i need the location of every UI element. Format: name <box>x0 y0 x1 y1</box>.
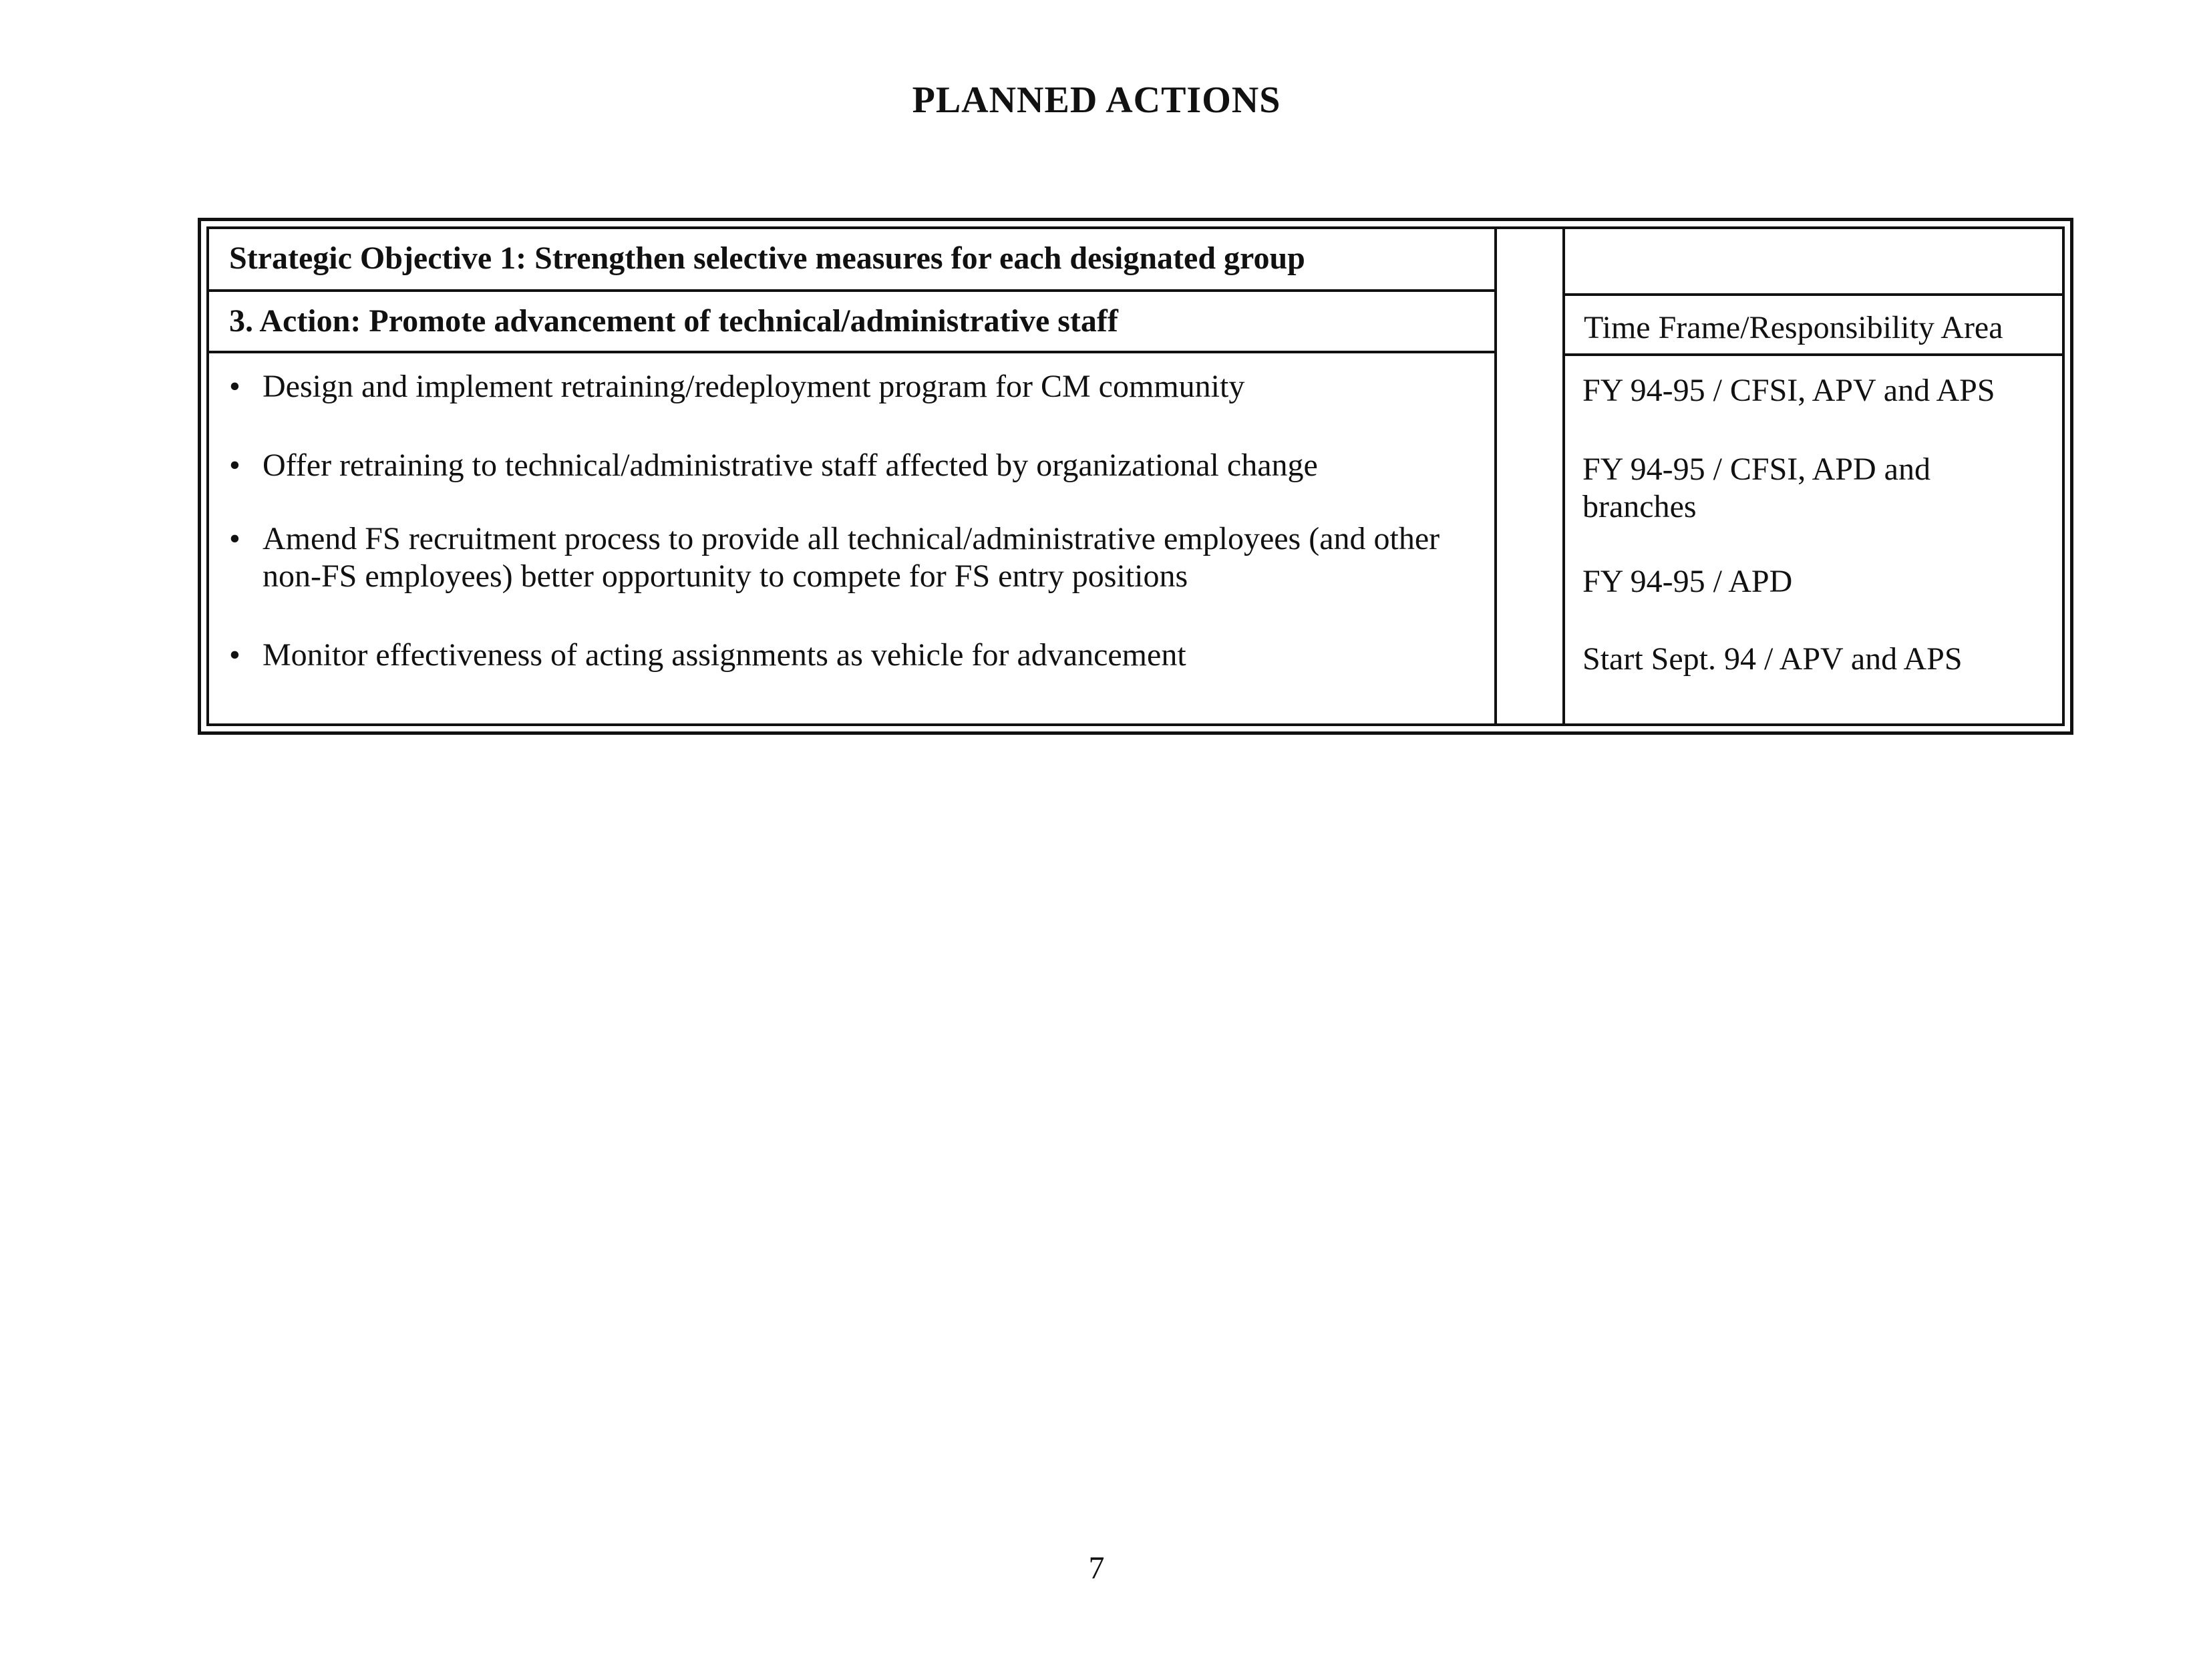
bullet-icon: • <box>229 448 240 483</box>
action-item-text: Amend FS recruitment process to provide all technical/administrative employees (and other non-FS employees) better opportunity to compete for FS entry positions <box>263 521 1440 594</box>
page-title: PLANNED ACTIONS <box>912 79 1281 121</box>
responsibility-item: Start Sept. 94 / APV and APS <box>1582 641 1963 677</box>
bullet-icon: • <box>229 369 240 404</box>
action-heading: 3. Action: Promote advancement of technical/administrative staff <box>229 303 1118 339</box>
table-inner-border <box>206 226 2065 726</box>
action-item <box>229 637 1492 674</box>
row-divider-header-right <box>1565 353 2062 356</box>
column-divider-right <box>1562 229 1565 723</box>
action-item <box>229 520 1492 595</box>
bullet-icon: • <box>229 521 240 556</box>
action-item <box>229 447 1492 484</box>
column-divider-left <box>1494 229 1497 723</box>
responsibility-item: FY 94-95 / CFSI, APD and branches <box>1582 452 1930 524</box>
strategic-objective-heading: Strategic Objective 1: Strengthen selective measures for each designated group <box>229 240 1305 276</box>
action-item <box>229 368 1492 405</box>
bullet-icon: • <box>229 637 240 673</box>
row-divider-action <box>209 351 1494 353</box>
action-item-text: Offer retraining to technical/administrative staff affected by organizational change <box>263 448 1318 483</box>
planned-actions-table <box>198 218 2073 735</box>
time-frame-header: Time Frame/Responsibility Area <box>1584 310 2003 345</box>
action-item-text: Monitor effectiveness of acting assignments as vehicle for advancement <box>263 637 1186 673</box>
page-number: 7 <box>1088 1550 1105 1586</box>
row-divider-objective <box>209 289 1494 292</box>
row-divider-objective-right <box>1565 293 2062 296</box>
responsibility-item: FY 94-95 / CFSI, APV and APS <box>1582 373 1995 408</box>
action-item-text: Design and implement retraining/redeployment program for CM community <box>263 369 1245 404</box>
responsibility-item: FY 94-95 / APD <box>1582 564 1793 599</box>
